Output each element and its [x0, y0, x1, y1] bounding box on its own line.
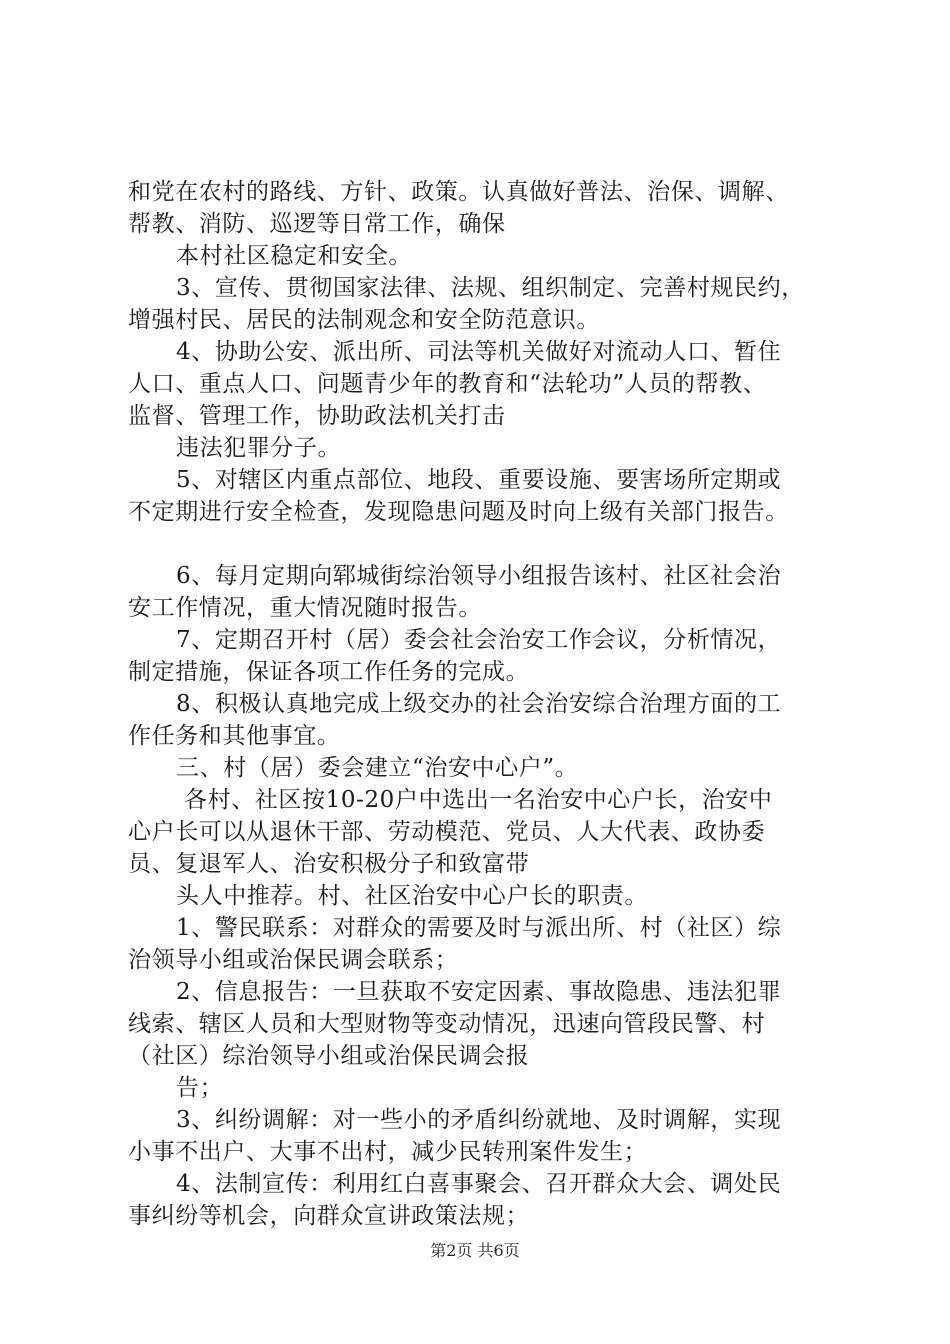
text-line: 心户长可以从退休干部、劳动模范、党员、人大代表、政协委	[128, 819, 766, 845]
text-line: 事纠纷等机会，向群众宣讲政策法规；	[128, 1203, 530, 1229]
text-line: 本村社区稳定和安全。	[176, 243, 412, 269]
text-line: 1、警民联系：对群众的需要及时与派出所、村（社区）综	[176, 915, 782, 941]
section-heading: 三、村（居）委会建立“治安中心户”。	[176, 755, 579, 781]
text-line: 作任务和其他事宜。	[128, 723, 341, 749]
text-line: 3、纠纷调解：对一些小的矛盾纠纷就地、及时调解，实现	[176, 1107, 782, 1133]
text-line: 头人中推荐。村、社区治安中心户长的职责。	[176, 883, 648, 909]
text-line: 4、协助公安、派出所、司法等机关做好对流动人口、暂住	[176, 339, 782, 365]
text-line: 小事不出户、大事不出村，减少民转刑案件发生；	[128, 1139, 648, 1165]
text-line: 员、复退军人、治安积极分子和致富带	[128, 851, 530, 877]
document-body	[128, 176, 848, 1232]
text-line: 7、定期召开村（居）委会社会治安工作会议，分析情况，	[176, 627, 782, 653]
text-line: 6、每月定期向郓城街综治领导小组报告该村、社区社会治	[176, 563, 782, 589]
text-line: 监督、管理工作，协助政法机关打击	[128, 403, 506, 429]
text-line: 帮教、消防、巡逻等日常工作，确保	[128, 211, 506, 237]
text-line: 制定措施，保证各项工作任务的完成。	[128, 659, 530, 685]
text-line: 治领导小组或治保民调会联系；	[128, 947, 459, 973]
paragraph-gap	[128, 528, 848, 560]
text-line: 5、对辖区内重点部位、地段、重要设施、要害场所定期或	[176, 467, 782, 493]
text-line: 增强村民、居民的法制观念和安全防范意识。	[128, 307, 600, 333]
text-line: 安工作情况，重大情况随时报告。	[128, 595, 482, 621]
text-line: （社区）综治领导小组或治保民调会报	[128, 1043, 530, 1069]
text-line: 不定期进行安全检查，发现隐患问题及时向上级有关部门报告。	[128, 499, 789, 525]
page-number-footer: 第2页 共6页	[430, 1241, 520, 1260]
text-line: 2、信息报告：一旦获取不安定因素、事故隐患、违法犯罪	[176, 979, 782, 1005]
text-line: 8、积极认真地完成上级交办的社会治安综合治理方面的工	[176, 691, 782, 717]
text-line: 4、法制宣传：利用红白喜事聚会、召开群众大会、调处民	[176, 1171, 782, 1197]
text-line: 和党在农村的路线、方针、政策。认真做好普法、治保、调解、	[128, 179, 789, 205]
text-line: 违法犯罪分子。	[176, 435, 342, 461]
text-line: 人口、重点人口、问题青少年的教育和“法轮功”人员的帮教、	[128, 371, 767, 397]
text-line: 告；	[176, 1075, 224, 1101]
text-line: 3、宣传、贯彻国家法律、法规、组织制定、完善村规民约，	[176, 275, 805, 301]
text-line: 各村、社区按10-20户中选出一名治安中心户长，治安中	[184, 787, 773, 813]
text-line: 线索、辖区人员和大型财物等变动情况，迅速向管段民警、村	[128, 1011, 766, 1037]
